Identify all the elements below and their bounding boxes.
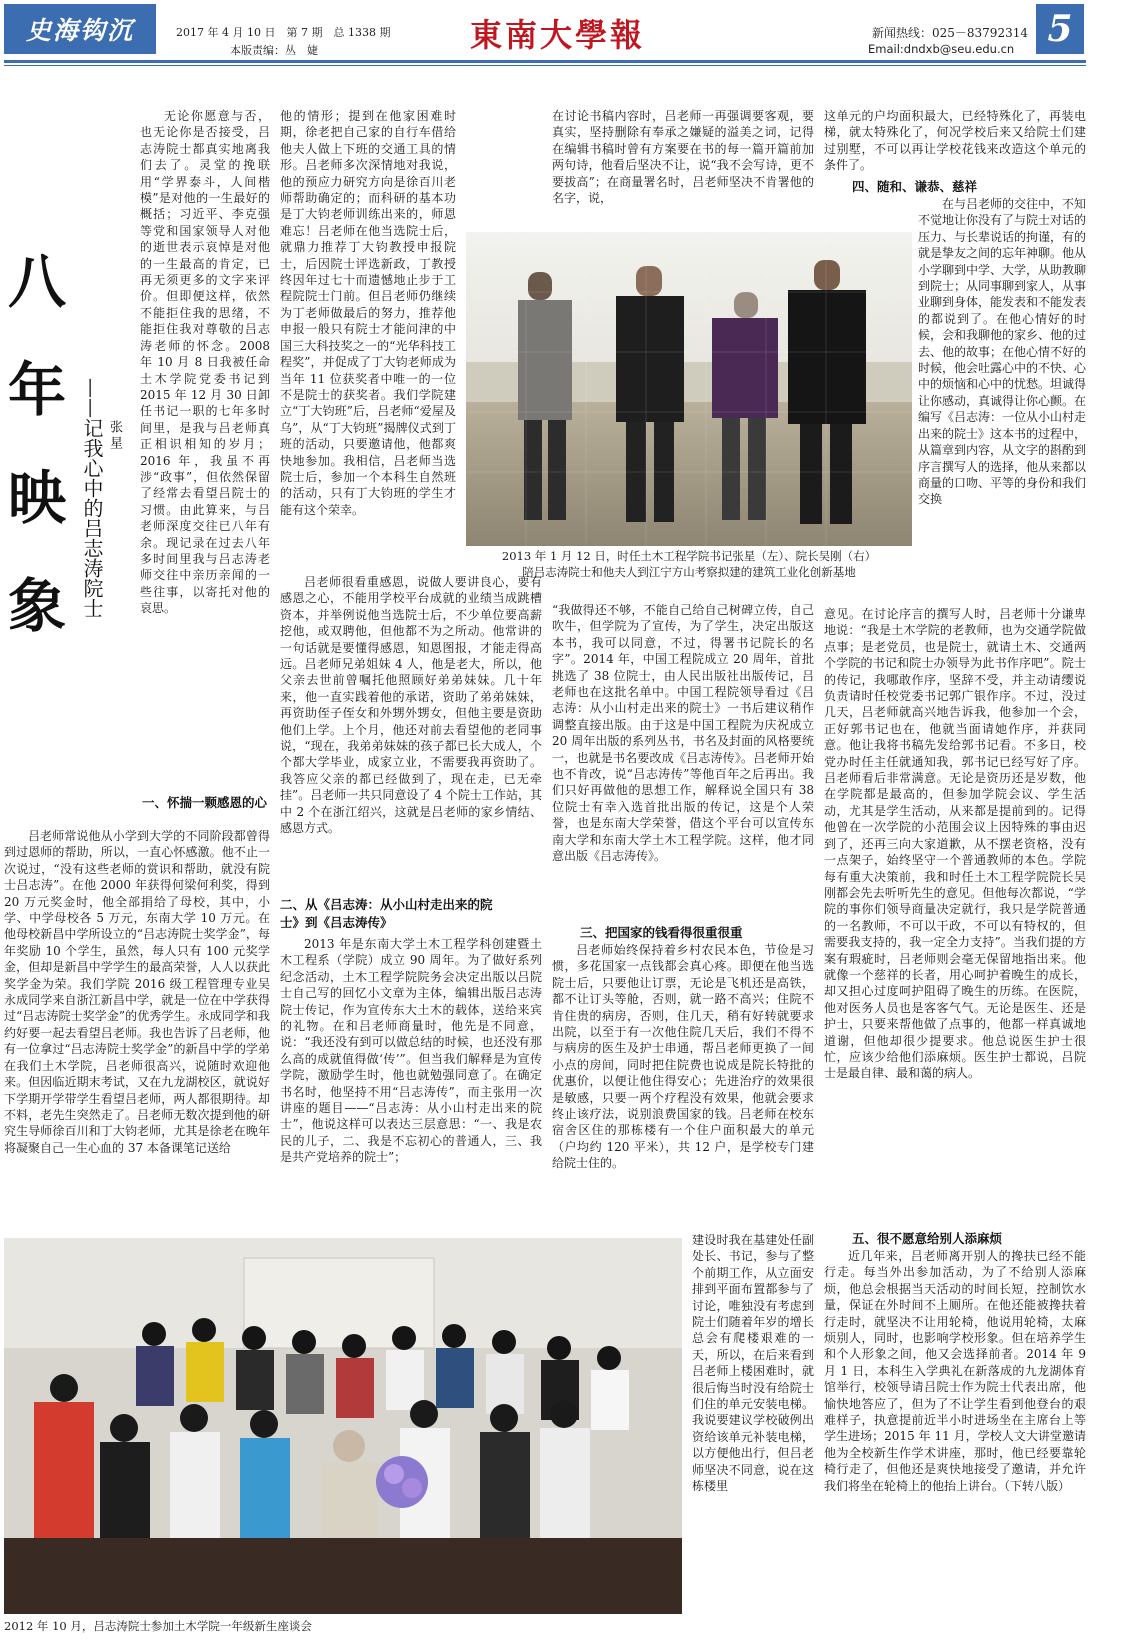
- photo-caption: 陪吕志涛院士和他夫人到江宁方山考察拟建的建筑工业化创新基地: [522, 565, 856, 579]
- photo-site-visit: [466, 232, 912, 546]
- header-rule: [4, 60, 1086, 63]
- paragraph: “我做得还不够，不能自己给自己树碑立传，自己吹牛，但学院为了宣传，为了学生，决定出版这本书，我可以同意，不过，得署书记院长的名字”。2014 年，中国工程院成立 20 周年，首批挑选了 38 位院士，由人民出版社出版传记，吕老师也在这批名单中。中国工程院领导看过《吕志涛：从小山村走出来的院士》一书后建议稍作调整直接出版。由于这是中国工程院为庆祝成立 20 周年出版的系列丛书，书名及封面的风格要统一，也就是书名要改成《吕志涛传》。吕老师开始也不肯改，说“吕志涛传”等他百年之后再出。我们只好再做他的思想工作，解释说全国只有 38 位院士有幸入选首批出版的传记，这是个人荣誉，也是东南大学荣誉，借这个平台可以宣传东南大学和东南大学土木工程学院。这样，他才同意出版《吕志涛传》。: [552, 603, 814, 864]
- paragraph: 吕老师始终保持着乡村农民本色，节俭是习惯，多花国家一点钱都会真心疼。即便在他当选院士后，只要他让订票，无论是飞机还是高铁，都不让订头等舱，否则，就一路不高兴；住院不肯住贵的病房，否则，住几天，稍有好转就要求出院，以至于有一次他住院几天后，我们不得不与病房的医生及护士串通，帮吕老师更换了一间小点的房间，同时把住院费也说成是院长特批的优惠价，以便让他住得安心；先进治疗的效果很是敏感，只要一两个疗程没有效果，他就会要求终止该疗法，说别浪费国家的钱。吕老师在校东宿舍区住的那栋楼有一个住户面积最大的单元（户均约 120 平米），共 12 户，是学校专门建给院士住的。: [552, 943, 814, 1171]
- photo-caption: 2012 年 10 月，吕志涛院士参加土木学院一年级新生座谈会: [4, 1619, 312, 1633]
- paragraph: 建设时我在基建处任副处长、书记，参与了整个前期工作，从立面安排到平面布置都参与了讨论，唯独没有考虑到院士们随着年岁的增长总会有爬楼艰难的一天，所以，在后来看到吕老师上楼困难时，就很后悔当时没有给院士们住的单元安装电梯。我说要建议学校破例出资给该单元补装电梯，以方便他出行，但吕老师坚决不同意，说在这栋楼里: [692, 1233, 814, 1494]
- paragraph: 无论你愿意与否，也无论你是否接受，吕志涛院士都真实地离我们去了。灵堂的挽联用“学界泰斗，人间楷模”是对他的一生最好的概括；习近平、李克强等党和国家领导人对他的逝世表示哀悼是对他的一生最高的肯定，已再无须更多的文字来评价。但即便这样，依然不能拒住我的思绪，不能拒住我对尊敬的吕志涛老师的怀念。2008 年 10 月 8 日我被任命土木学院党委书记到 2015 年 12 月 30 日卸任书记一职的七年多时间里，是我与吕老师真正相识相知的岁月；2016 年，我虽不再涉“政事”，但依然保留了经常去看望吕院士的习惯。由此算来，与吕老师深度交往已八年有余。现记录在过去八年多时间里我与吕志涛老师交往中亲历亲闻的一些往事，以寄托对他的哀思。: [140, 109, 270, 616]
- title-char: 象: [8, 572, 67, 640]
- title-char: 年: [8, 356, 67, 424]
- section-heading: 士》到《吕志涛传》: [280, 915, 393, 930]
- issue-date: 2017 年 4 月 10 日 第 7 期 总 1338 期: [176, 26, 391, 39]
- paragraph: 他的情形；提到在他家困难时期，徐老把自己家的自行车借给他夫人做上下班的交通工具的情形。吕老师多次深情地对我说，他的预应力研究方向是徐百川老师帮助确定的；而科研的基本功是丁大钧老师训练出来的，师恩难忘！吕老师在他当选院士后，就鼎力推荐丁大钧教授申报院士，后因院士评选新政，丁教授终因年过七十而遗憾地止步于工程院院士门前。但吕老师仍继续为丁老师做最后的努力，推荐他申报一般只有院士才能问津的中国三大科技奖之一的“光华科技工程奖”，并促成了丁大钧老师成为当年 11 位获奖者中唯一的一位不是院士的获奖者。我们学院建立“丁大钧班”后，吕老师“爱屋及乌”，从“丁大钧班”揭牌仪式到丁班的活动，只要邀请他，他都爽快地参加。我相信，吕老师当选院士后，参加一个本科生自然班的活动，只有丁大钧班的学生才能有这个荣幸。: [280, 109, 456, 517]
- paragraph: 2013 年是东南大学土木工程学科创建暨土木工程系（学院）成立 90 周年。为了做好系列纪念活动，土木工程学院院务会决定出版以吕院士自己写的回忆小文章为主体，编辑出版吕志涛院士传记，作为宣传东大土木的载体，送给来宾的礼物。在和吕老师商量时，他先是不同意，说：“我还没有到可以做总结的时候，也还没有那么高的成就值得做‘传’”。但当我们解释是为宣传学院，激励学生时，他也就勉强同意了。在确定书名时，他坚持不用“吕志涛传”，而主张用一次讲座的题目——“吕志涛：从小山村走出来的院士”，他说这样可以表达三层意思：“一、我是农民的儿子，二、我是不忘初心的普通人，三、我是共产党培养的院士”；: [280, 937, 542, 1165]
- section-heading: 二、从《吕志涛：从小山村走出来的院: [280, 897, 493, 912]
- paragraph: 近几年来，吕老师离开别人的搀扶已经不能行走。每当外出参加活动，为了不给别人添麻烦，他总会根据当天活动的时间长短，控制饮水量，保证在外时间不上厕所。在他还能被搀扶着行走时，就坚决不让用轮椅，他说用轮椅，太麻烦别人，同时，也影响学校形象。但在培养学生和个人形象之间，他又会选择前者。2014 年 9 月 1 日，本科生入学典礼在新落成的九龙湖体育馆举行，校领导请吕院士作为院士代表出席，他愉快地答应了，但为了不让学生看到他登台的艰难样子，执意提前近半小时进场坐在主席台上等学生进场；2015 年 11 月，学校人文大讲堂邀请他为全校新生作学术讲座，那时，他已经要靠轮椅行走了，但他还是爽快地接受了邀请，并允许我们将坐在轮椅上的他抬上讲台。（下转八版）: [824, 1249, 1086, 1493]
- news-hotline: 新闻热线：025－83792314: [872, 26, 1028, 40]
- section-heading: 四、随和、谦恭、慈祥: [852, 179, 978, 194]
- masthead-logo: 東南大學報: [470, 16, 646, 54]
- section-heading: 五、很不愿意给别人添麻烦: [852, 1231, 1003, 1246]
- article-subtitle: ——记我心中的吕志涛院士: [80, 378, 104, 618]
- title-char: 八: [8, 248, 67, 316]
- paragraph: 这单元的户均面积最大，已经特殊化了，再装电梯，就太特殊化了，何况学校后来又给院士们建过别墅，不可以再让学校花钱来改造这个单元的条件了。: [824, 109, 1086, 173]
- paragraph: 在与吕老师的交往中，不知不觉地让你没有了与院士对话的压力、与长辈说话的拘谨，有的就是挚友之间的忘年神聊。他从小学聊到中学、大学，从助教聊到院士；从同事聊到家人，从事业聊到身体，能发表和不能发表的都说到了。在他心情好的时候，会和我聊他的家乡、他的过去、他的故事；在他心情不好的时候，他会吐露心中的不快、心中的烦恼和心中的忧愁。坦诚得让你感动，真诚得让你心颤。在编写《吕志涛：一位从小山村走出来的院士》这本书的过程中，从篇章到内容，从文字的斟酌到序言撰写人的选择，他从来都以商量的口吻、平等的身份和我们交换: [918, 197, 1086, 507]
- photo-student-forum: [4, 1238, 682, 1614]
- photo-caption: 2013 年 1 月 12 日，时任土木工程学院书记张星（左）、院长吴刚（右）: [501, 549, 877, 563]
- paragraph: 在讨论书稿内容时，吕老师一再强调要客观，要真实，坚持删除有奉承之嫌疑的溢美之词，记得在编辑书稿时曾有方案要在书的每一篇开篇前加两句诗，他看后坚决不让，说“我不会写诗，更不要拔高”；在商量署名时，吕老师坚决不肯署他的名字，说，: [552, 109, 814, 206]
- paragraph: 吕老师很看重感恩，说做人要讲良心，要有感恩之心，不能用学校平台成就的业绩当成跳槽资本，并举例说他当选院士后，不少单位要高薪挖他，或双聘他，但他都不为之所动。他常讲的一句话就是要懂得感恩，知恩图报，才能走得高远。吕老师兄弟姐妹 4 人，他是老大，所以，他父亲去世前曾嘱托他照顾好弟弟妹妹。几十年来，他一直实践着他的承诺，资助了弟弟妹妹，再资助侄子侄女和外甥外甥女，但他主要是资助他们上学。上个月，他还对前去看望他的老同事说，“现在，我弟弟妹妹的孩子都已长大成人，个个都大学毕业，成家立业，不需要我再资助了。我答应父亲的都已经做到了，现在走，已无牵挂”。吕老师一共只同意设了 4 个院士工作站，其中 2 个在浙江绍兴，这就是吕老师的家乡情结、感恩方式。: [280, 575, 542, 836]
- article-author: 张星: [107, 420, 122, 452]
- photo-site-visit-image: [466, 232, 912, 546]
- section-heading: 一、怀揣一颗感恩的心: [142, 795, 268, 810]
- section-tag: 史海钩沉: [4, 4, 156, 54]
- photo-student-forum-image: [4, 1238, 682, 1614]
- section-heading: 三、把国家的钱看得很重很重: [580, 925, 743, 940]
- page-number: 5: [1036, 4, 1084, 54]
- header-rule-thin: [4, 65, 1086, 66]
- paragraph: 意见。在讨论序言的撰写人时，吕老师十分谦卑地说：“我是土木学院的老教师，也为交通学院做点事；是老党员，也是院士，就请土木、交通两个学院的书记和院士办领导为此书作序吧”。院士的传记，我哪敢作序，坚辞不受，并主动请缨说负责请时任校党委书记郭广银作序。不过，没过几天，吕老师就高兴地告诉我，他参加一个会，正好郭书记也在，他就当面请她作序，并获同意。他让我将书稿先发给郭书记看。不多日，校党办时任主任就通知我，郭书记已经写好了序。吕老师看后非常满意。无论是资历还是岁数，他在学院都是最高的，但参加学院会议、学生活动，尤其是学生活动，从来都是提前到的。记得他曾在一次学院的小范围会议上因特殊的事由迟到了，还再三向大家道歉，从不摆老资格，没有一点架子，始终坚守一个普通教师的本色。学院每有重大决策前，我和时任土木工程学院院长吴刚都会先去听听先生的意见。但他每次都说，“学院的事你们领导商量决定就行，我只是学院普通的一名教师，不可以干政，不可以有特权的，但需要我支持的，我一定全力支持”。当我们提的方案有瑕疵时，吕老师则会毫无保留地指出来。他就像一个慈祥的长者，用心呵护着晚生的成长，却又担心过度呵护阻碍了晚生的历练。在医院，他对医务人员也是客客气气。无论是医生、还是护士，只要来帮他做了点事的，他都一样真诚地道谢，但他却很少提要求。他总说医生护士很忙，应该少给他们添麻烦。医生护士都说，吕院士是最自律、最和蔼的病人。: [824, 607, 1086, 1081]
- paragraph: 吕老师常说他从小学到大学的不同阶段都曾得到过恩师的帮助，所以，一直心怀感激。他不止一次说过，“没有这些老师的赏识和帮助，就没有院士吕志涛”。在他 2000 年获得何梁何利奖，得到 20 万元奖金时，他全部捐给了母校，其中，小学、中学母校各 5 万元，东南大学 10 万元。在他母校新昌中学所设立的“吕志涛院士奖学金”，每年奖励 10 个学生，虽然，每人只有 100 元奖学金，但却是新昌中学学生的最高荣誉，人人以获此奖学金为荣。我们学院 2016 级工程管理专业吴永成同学来自浙江新昌中学，就是一位在中学获得过“吕志涛院士奖学金”的优秀学生。永成同学和我约好要一起去看望吕老师。我也告诉了吕老师，他有一位拿过“吕志涛院士奖学金”的新昌中学的学弟在我们土木学院，吕老师很高兴，说随时欢迎他来。但因临近期末考试，又在九龙湖校区，就说好下学期开学带学生看望吕老师，两人都很期待。却不料，老先生突然走了。吕老师无数次提到他的研究生导师徐百川和丁大钧老师，尤其是徐老在晚年将凝聚自己一生心血的 37 本备课笔记送给: [4, 829, 270, 1155]
- article-title: [8, 228, 67, 660]
- contact-email: Email:dndxb@seu.edu.cn: [868, 42, 1015, 56]
- title-char: 映: [8, 464, 67, 532]
- page-editor: 本版责编：丛 婕: [230, 44, 318, 57]
